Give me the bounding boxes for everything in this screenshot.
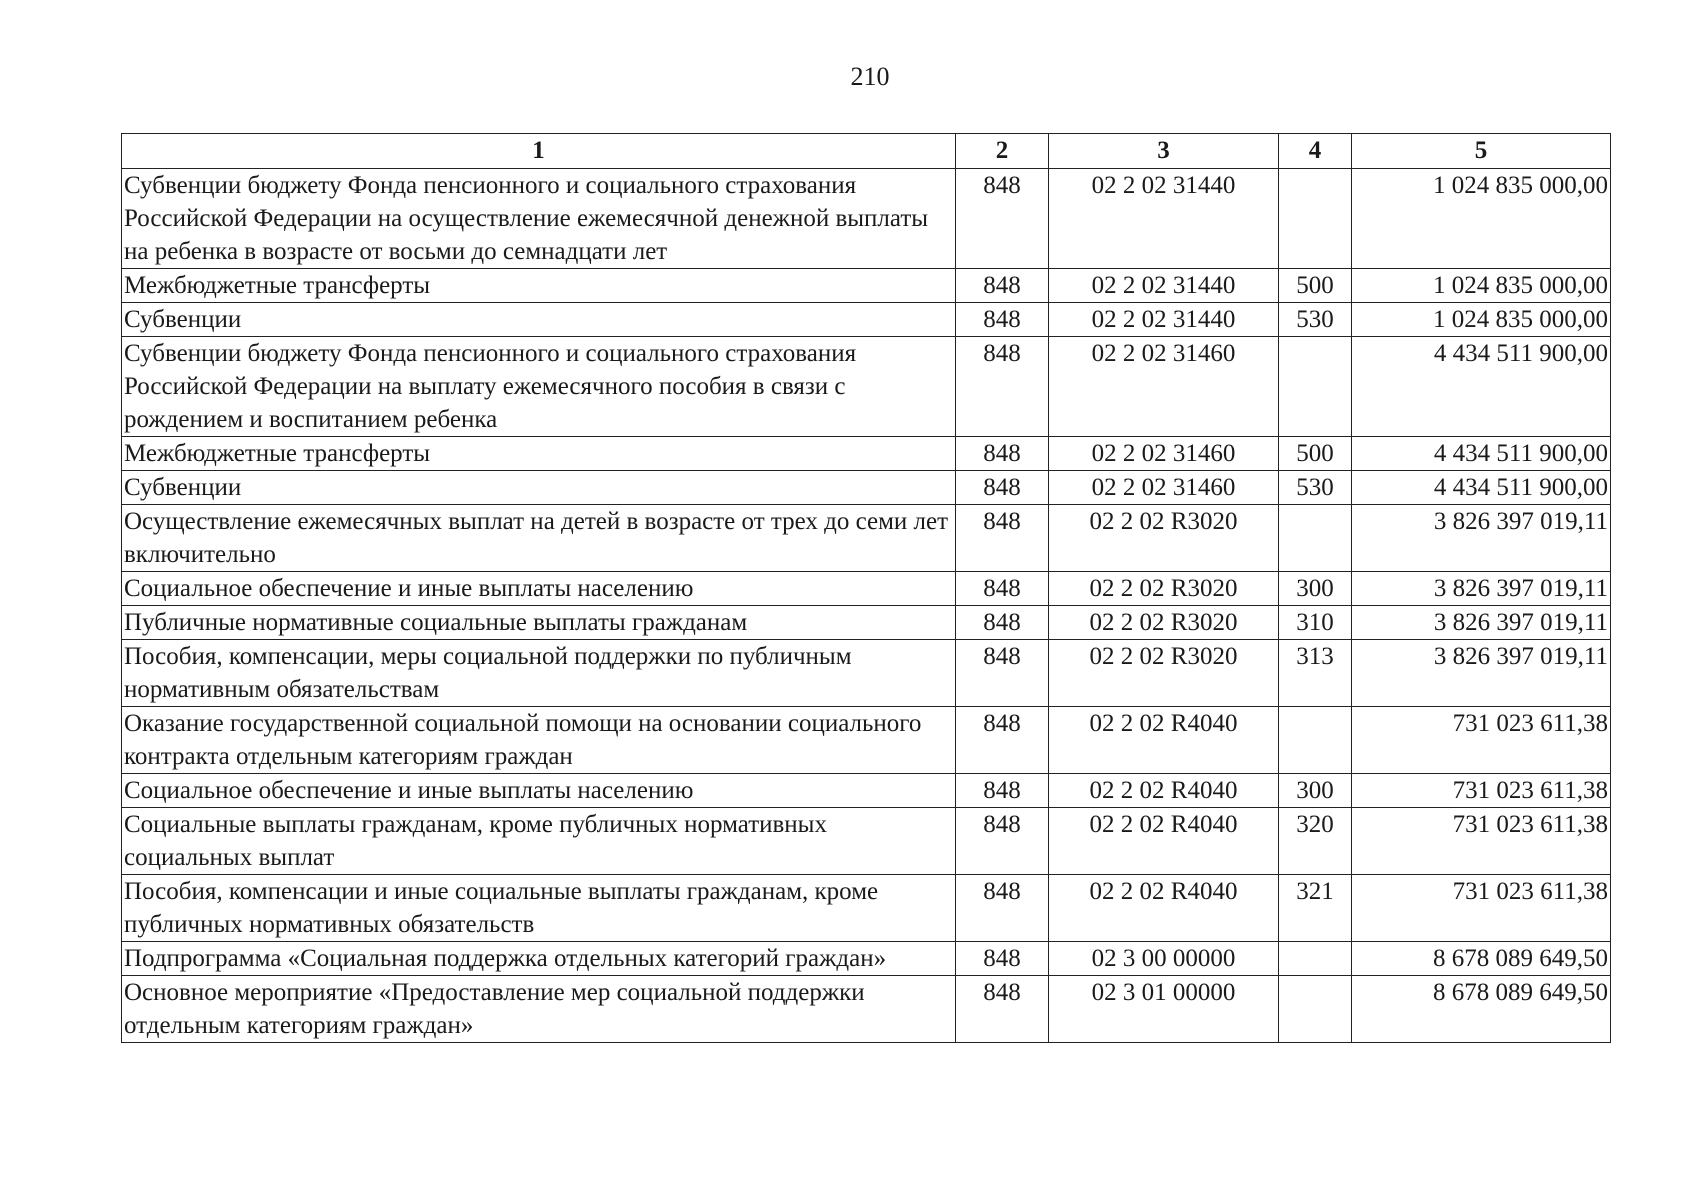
- budget-table: [121, 133, 1611, 1043]
- row-name-cell: Социальное обеспечение и иные выплаты населению: [122, 774, 956, 808]
- row-amount-cell: 4 434 511 900,00: [1352, 437, 1611, 471]
- row-amount-cell: 3 826 397 019,11: [1352, 606, 1611, 640]
- row-amount-cell: 731 023 611,38: [1352, 774, 1611, 808]
- row-expense-type-cell: [1279, 942, 1352, 976]
- row-admin-code-cell: 848: [956, 505, 1049, 572]
- row-target-code-cell: 02 2 02 R4040: [1049, 875, 1279, 942]
- page-number: 210: [850, 62, 890, 91]
- row-target-code-cell: 02 2 02 31460: [1049, 437, 1279, 471]
- row-expense-type-cell: 313: [1279, 640, 1352, 707]
- row-name-cell: Осуществление ежемесячных выплат на детей в возрасте от трех до семи лет включительно: [122, 505, 956, 572]
- table-row: [122, 269, 1611, 303]
- header-col-5: 5: [1352, 134, 1611, 169]
- row-target-code-cell: 02 2 02 R4040: [1049, 808, 1279, 875]
- row-expense-type-cell: 500: [1279, 437, 1352, 471]
- row-admin-code-cell: 848: [956, 942, 1049, 976]
- table-row: [122, 808, 1611, 875]
- row-admin-code-cell: 848: [956, 471, 1049, 505]
- row-expense-type-cell: 320: [1279, 808, 1352, 875]
- row-admin-code-cell: 848: [956, 774, 1049, 808]
- row-amount-cell: 731 023 611,38: [1352, 707, 1611, 774]
- row-name-cell: Субвенции бюджету Фонда пенсионного и социального страхования Российской Федерации на выплату ежемесячного пособия в связи с рождением и воспитанием ребенка: [122, 337, 956, 437]
- table-row: [122, 640, 1611, 707]
- row-name-cell: Социальные выплаты гражданам, кроме публичных нормативных социальных выплат: [122, 808, 956, 875]
- row-expense-type-cell: [1279, 976, 1352, 1043]
- row-expense-type-cell: 500: [1279, 269, 1352, 303]
- row-expense-type-cell: [1279, 337, 1352, 437]
- row-admin-code-cell: 848: [956, 707, 1049, 774]
- row-expense-type-cell: 530: [1279, 471, 1352, 505]
- row-target-code-cell: 02 2 02 R3020: [1049, 572, 1279, 606]
- row-name-cell: Межбюджетные трансферты: [122, 437, 956, 471]
- row-amount-cell: 3 826 397 019,11: [1352, 640, 1611, 707]
- header-col-3: 3: [1049, 134, 1279, 169]
- row-target-code-cell: 02 2 02 R3020: [1049, 505, 1279, 572]
- table-row: [122, 707, 1611, 774]
- row-admin-code-cell: 848: [956, 303, 1049, 337]
- row-expense-type-cell: [1279, 707, 1352, 774]
- row-amount-cell: 8 678 089 649,50: [1352, 942, 1611, 976]
- row-name-cell: Публичные нормативные социальные выплаты гражданам: [122, 606, 956, 640]
- row-target-code-cell: 02 2 02 R3020: [1049, 640, 1279, 707]
- row-admin-code-cell: 848: [956, 437, 1049, 471]
- row-amount-cell: 1 024 835 000,00: [1352, 303, 1611, 337]
- row-admin-code-cell: 848: [956, 640, 1049, 707]
- row-amount-cell: 4 434 511 900,00: [1352, 337, 1611, 437]
- row-target-code-cell: 02 2 02 31440: [1049, 269, 1279, 303]
- row-amount-cell: 8 678 089 649,50: [1352, 976, 1611, 1043]
- table-body: [122, 169, 1611, 1043]
- row-admin-code-cell: 848: [956, 808, 1049, 875]
- row-expense-type-cell: [1279, 505, 1352, 572]
- table-row: [122, 572, 1611, 606]
- row-admin-code-cell: 848: [956, 337, 1049, 437]
- row-expense-type-cell: 300: [1279, 572, 1352, 606]
- row-amount-cell: 3 826 397 019,11: [1352, 572, 1611, 606]
- row-expense-type-cell: [1279, 169, 1352, 269]
- table-row: [122, 169, 1611, 269]
- row-admin-code-cell: 848: [956, 269, 1049, 303]
- row-name-cell: Социальное обеспечение и иные выплаты населению: [122, 572, 956, 606]
- row-target-code-cell: 02 2 02 31440: [1049, 303, 1279, 337]
- header-col-2: 2: [956, 134, 1049, 169]
- row-amount-cell: 4 434 511 900,00: [1352, 471, 1611, 505]
- header-col-4: 4: [1279, 134, 1352, 169]
- row-admin-code-cell: 848: [956, 572, 1049, 606]
- row-target-code-cell: 02 2 02 R4040: [1049, 707, 1279, 774]
- row-admin-code-cell: 848: [956, 606, 1049, 640]
- row-expense-type-cell: 310: [1279, 606, 1352, 640]
- table-row: [122, 471, 1611, 505]
- table-row: [122, 942, 1611, 976]
- row-expense-type-cell: 530: [1279, 303, 1352, 337]
- row-amount-cell: 1 024 835 000,00: [1352, 269, 1611, 303]
- header-row: [122, 134, 1611, 169]
- header-col-1: 1: [122, 134, 956, 169]
- row-amount-cell: 3 826 397 019,11: [1352, 505, 1611, 572]
- row-name-cell: Межбюджетные трансферты: [122, 269, 956, 303]
- row-amount-cell: 731 023 611,38: [1352, 875, 1611, 942]
- row-target-code-cell: 02 2 02 31460: [1049, 337, 1279, 437]
- row-name-cell: Субвенции: [122, 471, 956, 505]
- row-expense-type-cell: 300: [1279, 774, 1352, 808]
- row-target-code-cell: 02 2 02 31460: [1049, 471, 1279, 505]
- row-name-cell: Субвенции бюджету Фонда пенсионного и социального страхования Российской Федерации на осуществление ежемесячной денежной выплаты на ребенка в возрасте от восьми до семнадцати лет: [122, 169, 956, 269]
- row-amount-cell: 731 023 611,38: [1352, 808, 1611, 875]
- row-target-code-cell: 02 3 01 00000: [1049, 976, 1279, 1043]
- table-row: [122, 337, 1611, 437]
- table-row: [122, 606, 1611, 640]
- row-target-code-cell: 02 3 00 00000: [1049, 942, 1279, 976]
- row-admin-code-cell: 848: [956, 976, 1049, 1043]
- table-row: [122, 774, 1611, 808]
- row-name-cell: Основное мероприятие «Предоставление мер социальной поддержки отдельным категориям граждан»: [122, 976, 956, 1043]
- row-target-code-cell: 02 2 02 31440: [1049, 169, 1279, 269]
- table-row: [122, 976, 1611, 1043]
- table-row: [122, 437, 1611, 471]
- table-row: [122, 875, 1611, 942]
- row-name-cell: Пособия, компенсации, меры социальной поддержки по публичным нормативным обязательствам: [122, 640, 956, 707]
- row-name-cell: Оказание государственной социальной помощи на основании социального контракта отдельным категориям граждан: [122, 707, 956, 774]
- row-expense-type-cell: 321: [1279, 875, 1352, 942]
- row-target-code-cell: 02 2 02 R4040: [1049, 774, 1279, 808]
- table-row: [122, 303, 1611, 337]
- row-amount-cell: 1 024 835 000,00: [1352, 169, 1611, 269]
- row-name-cell: Подпрограмма «Социальная поддержка отдельных категорий граждан»: [122, 942, 956, 976]
- row-admin-code-cell: 848: [956, 875, 1049, 942]
- row-name-cell: Субвенции: [122, 303, 956, 337]
- row-name-cell: Пособия, компенсации и иные социальные выплаты гражданам, кроме публичных нормативных обязательств: [122, 875, 956, 942]
- row-target-code-cell: 02 2 02 R3020: [1049, 606, 1279, 640]
- row-admin-code-cell: 848: [956, 169, 1049, 269]
- table-row: [122, 505, 1611, 572]
